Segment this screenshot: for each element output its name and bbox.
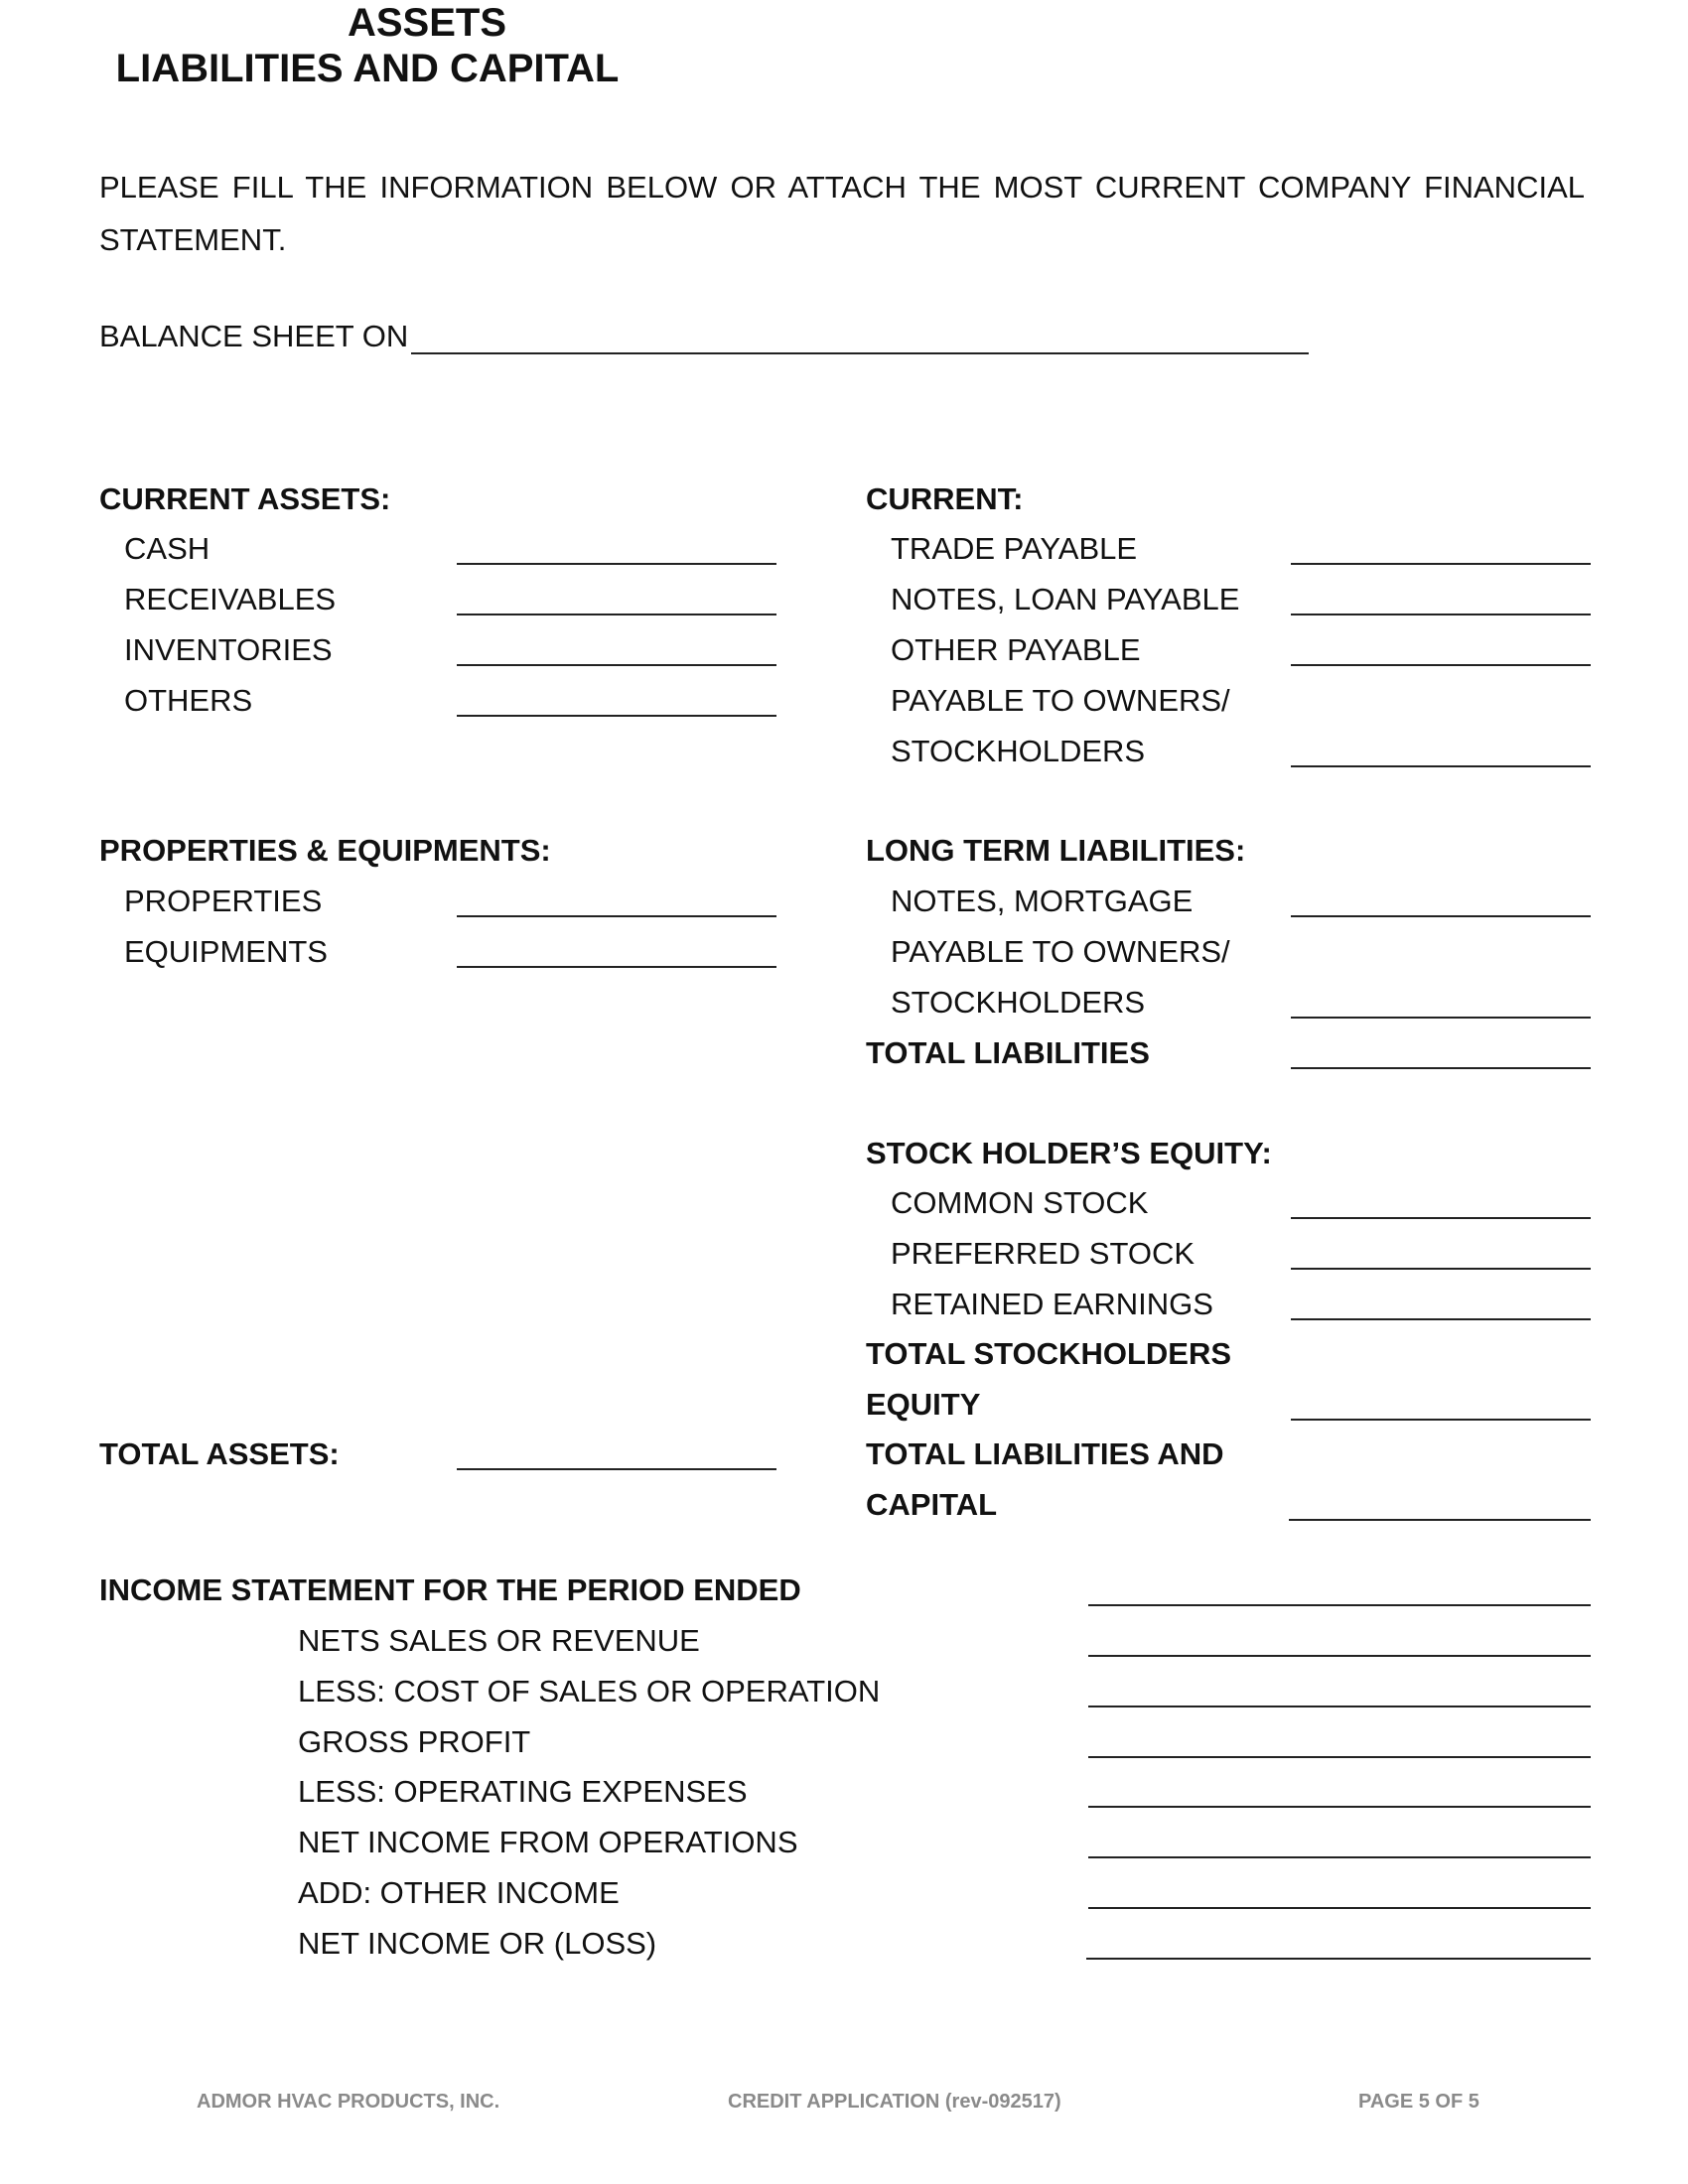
footer-company: ADMOR HVAC PRODUCTS, INC. bbox=[197, 2091, 500, 2113]
total-stockholders-equity-label-2: EQUITY bbox=[866, 1387, 981, 1422]
stockholders-label: STOCKHOLDERS bbox=[891, 734, 1146, 768]
balance-sheet-date-field[interactable] bbox=[411, 352, 1309, 354]
trade-payable-field[interactable] bbox=[1291, 563, 1591, 565]
properties-label: PROPERTIES bbox=[124, 884, 323, 918]
common-stock-field[interactable] bbox=[1291, 1217, 1591, 1219]
cash-field[interactable] bbox=[457, 563, 776, 565]
total-assets-field[interactable] bbox=[457, 1468, 776, 1470]
other-income-label: ADD: OTHER INCOME bbox=[298, 1875, 620, 1910]
gross-profit-field[interactable] bbox=[1088, 1756, 1591, 1758]
operating-expenses-field[interactable] bbox=[1088, 1806, 1591, 1808]
inventories-label: INVENTORIES bbox=[124, 632, 333, 667]
total-liabilities-field[interactable] bbox=[1291, 1067, 1591, 1069]
receivables-label: RECEIVABLES bbox=[124, 582, 337, 616]
liabilities-heading: LIABILITIES AND CAPITAL bbox=[115, 47, 620, 90]
lt-payable-to-owners-field[interactable] bbox=[1291, 1017, 1591, 1019]
others-label: OTHERS bbox=[124, 683, 253, 718]
current-liabilities-heading: CURRENT: bbox=[866, 481, 1024, 516]
instructions-line-1: PLEASE FILL THE INFORMATION BELOW OR ATTACH THE MOST CURRENT COMPANY FINANCIAL bbox=[99, 170, 1585, 205]
lt-payable-to-owners-label: PAYABLE TO OWNERS/ bbox=[891, 934, 1230, 969]
instructions-line-2: STATEMENT. bbox=[99, 222, 287, 257]
equipments-field[interactable] bbox=[457, 966, 776, 968]
long-term-liabilities-heading: LONG TERM LIABILITIES: bbox=[866, 833, 1246, 868]
net-sales-field[interactable] bbox=[1088, 1655, 1591, 1657]
equity-heading: STOCK HOLDER’S EQUITY: bbox=[866, 1136, 1272, 1170]
cost-of-sales-label: LESS: COST OF SALES OR OPERATION bbox=[298, 1674, 881, 1708]
properties-heading: PROPERTIES & EQUIPMENTS: bbox=[99, 833, 551, 868]
balance-sheet-date-label: BALANCE SHEET ON bbox=[99, 319, 409, 353]
notes-mortgage-field[interactable] bbox=[1291, 915, 1591, 917]
preferred-stock-field[interactable] bbox=[1291, 1268, 1591, 1270]
other-payable-field[interactable] bbox=[1291, 664, 1591, 666]
receivables-field[interactable] bbox=[457, 614, 776, 615]
equipments-label: EQUIPMENTS bbox=[124, 934, 328, 969]
cost-of-sales-field[interactable] bbox=[1088, 1706, 1591, 1707]
net-sales-label: NETS SALES OR REVENUE bbox=[298, 1623, 700, 1658]
payable-to-owners-label: PAYABLE TO OWNERS/ bbox=[891, 683, 1230, 718]
footer-form-name: CREDIT APPLICATION (rev-092517) bbox=[728, 2091, 1061, 2113]
notes-mortgage-label: NOTES, MORTGAGE bbox=[891, 884, 1194, 918]
other-income-field[interactable] bbox=[1088, 1907, 1591, 1909]
retained-earnings-label: RETAINED EARNINGS bbox=[891, 1287, 1213, 1321]
gross-profit-label: GROSS PROFIT bbox=[298, 1724, 531, 1759]
cash-label: CASH bbox=[124, 531, 211, 566]
net-income-loss-label: NET INCOME OR (LOSS) bbox=[298, 1926, 657, 1961]
period-ended-field[interactable] bbox=[1088, 1604, 1591, 1606]
trade-payable-label: TRADE PAYABLE bbox=[891, 531, 1138, 566]
net-income-operations-field[interactable] bbox=[1088, 1856, 1591, 1858]
total-assets-label: TOTAL ASSETS: bbox=[99, 1436, 340, 1471]
lt-stockholders-label: STOCKHOLDERS bbox=[891, 985, 1146, 1020]
preferred-stock-label: PREFERRED STOCK bbox=[891, 1236, 1196, 1271]
current-assets-heading: CURRENT ASSETS: bbox=[99, 481, 391, 516]
inventories-field[interactable] bbox=[457, 664, 776, 666]
payable-to-owners-field[interactable] bbox=[1291, 765, 1591, 767]
common-stock-label: COMMON STOCK bbox=[891, 1185, 1149, 1220]
properties-field[interactable] bbox=[457, 915, 776, 917]
total-stockholders-equity-field[interactable] bbox=[1291, 1419, 1591, 1421]
operating-expenses-label: LESS: OPERATING EXPENSES bbox=[298, 1774, 748, 1809]
net-income-operations-label: NET INCOME FROM OPERATIONS bbox=[298, 1825, 798, 1859]
other-payable-label: OTHER PAYABLE bbox=[891, 632, 1141, 667]
assets-heading: ASSETS bbox=[347, 1, 507, 45]
total-liabilities-capital-label-2: CAPITAL bbox=[866, 1487, 998, 1522]
total-liabilities-capital-field[interactable] bbox=[1289, 1519, 1591, 1521]
income-statement-heading: INCOME STATEMENT FOR THE PERIOD ENDED bbox=[99, 1572, 801, 1607]
notes-loan-payable-label: NOTES, LOAN PAYABLE bbox=[891, 582, 1240, 616]
total-stockholders-equity-label-1: TOTAL STOCKHOLDERS bbox=[866, 1336, 1232, 1371]
others-field[interactable] bbox=[457, 715, 776, 717]
net-income-loss-field[interactable] bbox=[1086, 1958, 1591, 1960]
notes-loan-payable-field[interactable] bbox=[1291, 614, 1591, 615]
total-liabilities-label: TOTAL LIABILITIES bbox=[866, 1035, 1150, 1070]
retained-earnings-field[interactable] bbox=[1291, 1318, 1591, 1320]
footer-page-number: PAGE 5 OF 5 bbox=[1358, 2091, 1479, 2113]
total-liabilities-capital-label-1: TOTAL LIABILITIES AND bbox=[866, 1436, 1224, 1471]
